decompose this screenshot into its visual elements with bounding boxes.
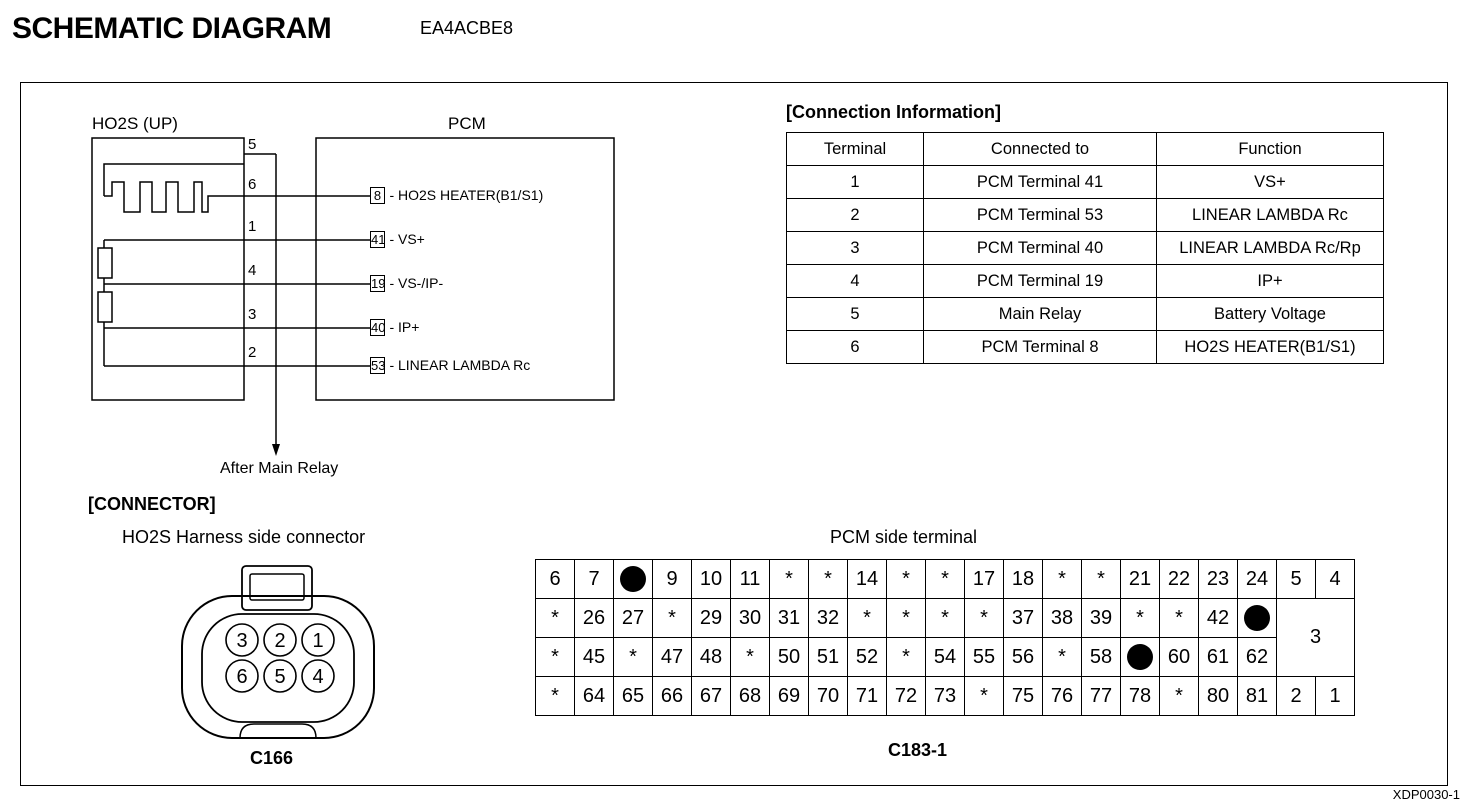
terminal-cell: 48	[692, 638, 731, 677]
pcm-pin-40	[370, 319, 419, 337]
terminal-cell: 45	[575, 638, 614, 677]
harness-pin-4: 4	[312, 666, 324, 688]
header-connected-to: Connected to	[924, 133, 1157, 166]
terminal-cell: *	[926, 560, 965, 599]
terminal-cell: 29	[692, 599, 731, 638]
table-row	[787, 199, 1384, 232]
terminal-cell: 50	[770, 638, 809, 677]
terminal-cell: 61	[1199, 638, 1238, 677]
cell-terminal: 2	[787, 199, 924, 232]
terminal-cell: *	[1043, 560, 1082, 599]
terminal-cell: 55	[965, 638, 1004, 677]
cell-terminal: 1	[787, 166, 924, 199]
terminal-cell: 72	[887, 677, 926, 716]
terminal-cell: *	[1043, 638, 1082, 677]
harness-pin-1: 1	[312, 630, 324, 652]
pcm-pin-53	[370, 357, 530, 375]
terminal-cell: *	[1082, 560, 1121, 599]
resistor-2	[98, 292, 112, 322]
cell-function: HO2S HEATER(B1/S1)	[1157, 331, 1384, 364]
pcm-pin-19	[370, 275, 443, 293]
terminal-cell: 23	[1199, 560, 1238, 599]
terminal-cell: *	[536, 638, 575, 677]
terminal-cell: *	[926, 599, 965, 638]
grid-row	[536, 677, 1355, 716]
pcm-id: C183-1	[888, 740, 948, 760]
table-row	[787, 331, 1384, 364]
resistor-1	[98, 248, 112, 278]
table-row	[787, 265, 1384, 298]
terminal-cell: 75	[1004, 677, 1043, 716]
terminal-cell: 66	[653, 677, 692, 716]
cell-connected-to: Main Relay	[924, 298, 1157, 331]
terminal-cell: *	[536, 599, 575, 638]
pcm-pin-number: 8	[370, 187, 385, 204]
terminal-cell: *	[848, 599, 887, 638]
terminal-cell: *	[965, 599, 1004, 638]
pcm-pin-text: - VS+	[389, 231, 425, 247]
terminal-cell: 18	[1004, 560, 1043, 599]
terminal-cell: *	[731, 638, 770, 677]
terminal-cell	[1238, 599, 1277, 638]
pcm-pin-text: - IP+	[389, 319, 420, 335]
terminal-cell: 21	[1121, 560, 1160, 599]
terminal-cell: 58	[1082, 638, 1121, 677]
terminal-cell	[1121, 638, 1160, 677]
terminal-cell: 31	[770, 599, 809, 638]
page-title: SCHEMATIC DIAGRAM	[12, 12, 332, 45]
terminal-cell: *	[536, 677, 575, 716]
cell-function: VS+	[1157, 166, 1384, 199]
filled-terminal-dot	[620, 566, 646, 592]
terminal-cell: 76	[1043, 677, 1082, 716]
heater-loop-top	[104, 164, 244, 196]
table-row	[787, 166, 1384, 199]
pcm-pin-number: 40	[371, 320, 386, 336]
terminal-cell: 65	[614, 677, 653, 716]
terminal-cell: 51	[809, 638, 848, 677]
terminal-cell: 32	[809, 599, 848, 638]
terminal-cell: 47	[653, 638, 692, 677]
terminal-cell: 27	[614, 599, 653, 638]
terminal-cell: 7	[575, 560, 614, 599]
terminal-cell: *	[965, 677, 1004, 716]
heater-element	[104, 182, 244, 212]
cell-function: IP+	[1157, 265, 1384, 298]
cell-connected-to: PCM Terminal 41	[924, 166, 1157, 199]
terminal-cell: 77	[1082, 677, 1121, 716]
grid-row	[536, 638, 1355, 677]
cell-terminal: 6	[787, 331, 924, 364]
filled-terminal-dot	[1127, 644, 1153, 670]
pcm-pin-text: - VS-/IP-	[389, 275, 444, 291]
harness-pin-2: 2	[274, 630, 286, 652]
table-header-row	[787, 133, 1384, 166]
pcm-pin-8	[370, 187, 543, 205]
terminal-cell: 11	[731, 560, 770, 599]
terminal-cell: 42	[1199, 599, 1238, 638]
terminal-cell: 6	[536, 560, 575, 599]
terminal-cell: *	[887, 560, 926, 599]
pcm-label: PCM	[448, 114, 486, 133]
terminal-cell: 68	[731, 677, 770, 716]
terminal-cell: 37	[1004, 599, 1043, 638]
relay-label: After Main Relay	[220, 460, 339, 477]
terminal-cell: 78	[1121, 677, 1160, 716]
pcm-pin-number: 19	[371, 276, 386, 292]
terminal-cell: 64	[575, 677, 614, 716]
terminal-cell: 71	[848, 677, 887, 716]
terminal-cell: 80	[1199, 677, 1238, 716]
terminal-cell: 22	[1160, 560, 1199, 599]
cell-connected-to: PCM Terminal 8	[924, 331, 1157, 364]
terminal-cell: 54	[926, 638, 965, 677]
table-row	[787, 232, 1384, 265]
cell-function: LINEAR LAMBDA Rc	[1157, 199, 1384, 232]
terminal-cell-large: 3	[1277, 599, 1355, 677]
pcm-pin-number: 41	[371, 232, 386, 248]
cell-connected-to: PCM Terminal 53	[924, 199, 1157, 232]
cell-function: Battery Voltage	[1157, 298, 1384, 331]
cell-function: LINEAR LAMBDA Rc/Rp	[1157, 232, 1384, 265]
table-row	[787, 298, 1384, 331]
connection-table	[786, 132, 1384, 364]
connector-latch	[242, 566, 312, 610]
sensor-pin-5: 5	[248, 136, 257, 153]
sensor-box	[92, 138, 244, 400]
terminal-cell: 70	[809, 677, 848, 716]
terminal-cell: 9	[653, 560, 692, 599]
sensor-pin-3: 3	[248, 306, 257, 323]
pcm-pin-text: - LINEAR LAMBDA Rc	[389, 357, 531, 373]
cell-terminal: 5	[787, 298, 924, 331]
sensor-pin-2: 2	[248, 344, 257, 361]
terminal-cell: 14	[848, 560, 887, 599]
terminal-cell: 81	[1238, 677, 1277, 716]
grid-row	[536, 599, 1355, 638]
sensor-pin-6: 6	[248, 176, 257, 193]
terminal-cell: 5	[1277, 560, 1316, 599]
pcm-terminal-grid	[535, 559, 1355, 716]
footer-code: XDP0030-1	[1392, 787, 1460, 802]
terminal-cell: 69	[770, 677, 809, 716]
harness-connector	[170, 560, 390, 750]
terminal-cell: *	[1160, 677, 1199, 716]
terminal-cell: *	[770, 560, 809, 599]
filled-terminal-dot	[1244, 605, 1270, 631]
terminal-cell: 39	[1082, 599, 1121, 638]
terminal-cell: 2	[1277, 677, 1316, 716]
pcm-pin-41	[370, 231, 425, 249]
terminal-cell: 67	[692, 677, 731, 716]
pcm-terminal-label: PCM side terminal	[830, 527, 978, 547]
terminal-cell: *	[1121, 599, 1160, 638]
header-terminal: Terminal	[787, 133, 924, 166]
cell-terminal: 3	[787, 232, 924, 265]
connector-key	[240, 724, 316, 738]
terminal-cell: *	[887, 599, 926, 638]
terminal-cell: 56	[1004, 638, 1043, 677]
terminal-cell: 10	[692, 560, 731, 599]
grid-row	[536, 560, 1355, 599]
terminal-cell: *	[887, 638, 926, 677]
pcm-pin-text: - HO2S HEATER(B1/S1)	[389, 187, 544, 203]
terminal-cell	[614, 560, 653, 599]
terminal-cell: 1	[1316, 677, 1355, 716]
harness-pin-6: 6	[236, 666, 248, 688]
terminal-cell: 52	[848, 638, 887, 677]
harness-pin-3: 3	[236, 630, 248, 652]
terminal-cell: 4	[1316, 560, 1355, 599]
header-function: Function	[1157, 133, 1384, 166]
cell-connected-to: PCM Terminal 40	[924, 232, 1157, 265]
terminal-cell: 24	[1238, 560, 1277, 599]
sensor-pin-4: 4	[248, 262, 257, 279]
cell-connected-to: PCM Terminal 19	[924, 265, 1157, 298]
sensor-pin-1: 1	[248, 218, 257, 235]
cell-terminal: 4	[787, 265, 924, 298]
terminal-cell: *	[614, 638, 653, 677]
terminal-cell: 26	[575, 599, 614, 638]
harness-id: C166	[250, 748, 294, 768]
sensor-label: HO2S (UP)	[92, 114, 178, 133]
pcm-pin-number: 53	[371, 358, 386, 374]
harness-pin-5: 5	[274, 666, 286, 688]
connector-title: [CONNECTOR]	[88, 494, 216, 514]
relay-arrow	[272, 444, 280, 456]
terminal-cell: 73	[926, 677, 965, 716]
terminal-cell: 17	[965, 560, 1004, 599]
terminal-cell: *	[809, 560, 848, 599]
terminal-cell: *	[653, 599, 692, 638]
connection-title: [Connection Information]	[786, 102, 1001, 122]
document-code: EA4ACBE8	[420, 18, 514, 38]
terminal-cell: 38	[1043, 599, 1082, 638]
terminal-cell: 62	[1238, 638, 1277, 677]
terminal-cell: 30	[731, 599, 770, 638]
terminal-cell: *	[1160, 599, 1199, 638]
harness-label: HO2S Harness side connector	[122, 527, 366, 547]
terminal-cell: 60	[1160, 638, 1199, 677]
